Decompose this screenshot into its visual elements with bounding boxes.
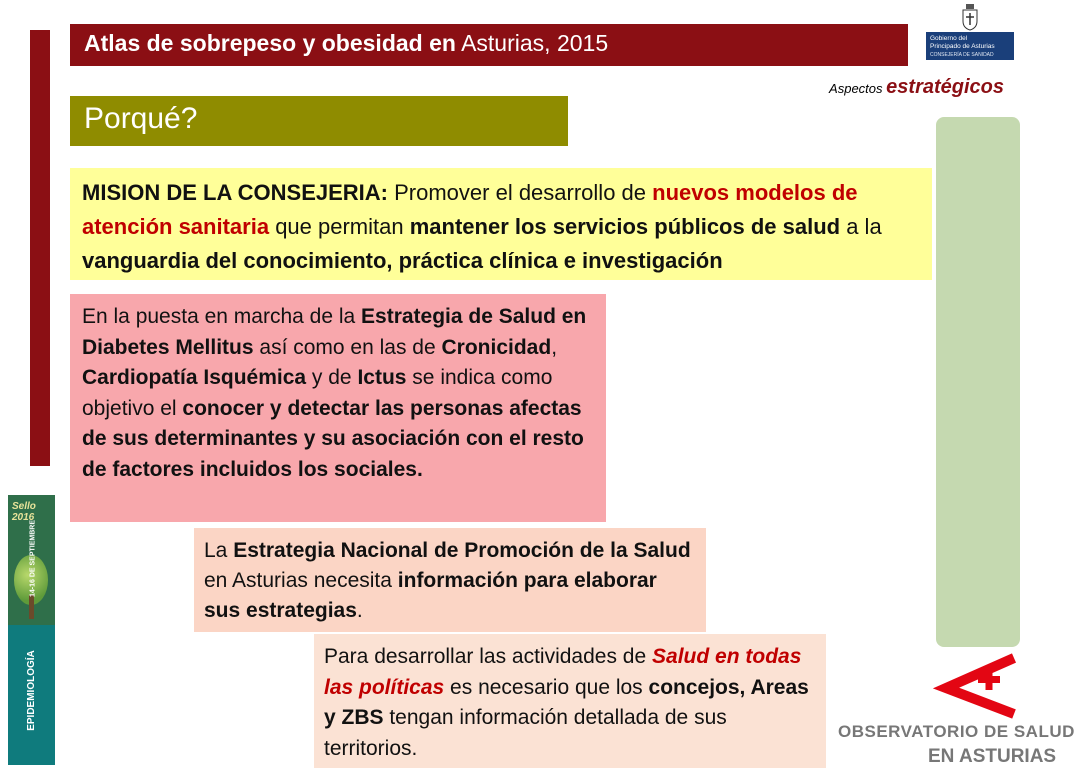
gov-line-2: Principado de Asturias <box>930 43 995 50</box>
pink-text: se indica como objetivo el <box>82 366 553 420</box>
mission-text: a la <box>840 214 882 239</box>
section-accent: estratégicos <box>886 76 1004 98</box>
pink-emphasis: Estrategia de Salud en Diabetes Mellitus <box>82 305 587 359</box>
cream-text: tengan <box>383 706 460 729</box>
mission-text: que permitan <box>269 214 410 239</box>
mission-emphasis: vanguardia del conocimiento, práctica clínica e investigación <box>82 248 723 273</box>
pink-text: , <box>551 335 558 359</box>
pink-emphasis: Cardiopatía Isquémica <box>82 366 307 389</box>
mission-text: Promover el desarrollo de <box>388 180 653 205</box>
decorative-green-block <box>936 117 1020 647</box>
mission-highlight: nuevos modelos de atención sanitaria <box>82 180 858 239</box>
cream-highlight: Salud en todas las políticas <box>324 645 802 699</box>
poster-subtitle: XXXIV REUNIÓN CIENTÍFICA DE LA SEE <box>57 630 63 746</box>
peach-text: La <box>204 539 234 562</box>
poster-sello: Sello 2016 <box>12 501 36 523</box>
pink-emphasis: Ictus <box>357 366 407 389</box>
poster-date: 14-16 DE SEPTIEMBRE <box>29 519 37 598</box>
observatorio-logo <box>836 650 1075 768</box>
peach-text: . <box>356 599 363 622</box>
title-regular: Asturias, 2015 <box>461 30 609 56</box>
observatorio-line-2: EN ASTURIAS <box>928 746 1057 767</box>
cream-emphasis: concejos, Areas y ZBS <box>324 675 809 729</box>
health-policies-box <box>314 634 826 768</box>
observatorio-mark-icon <box>928 650 1020 720</box>
cream-text: información detallada de sus territorios. <box>324 706 727 760</box>
national-strategy-box <box>194 528 706 632</box>
epidemiology-poster <box>8 495 63 765</box>
peach-text: en Asturias necesita <box>204 569 398 592</box>
government-logo-box <box>926 32 1014 60</box>
gov-line-3: CONSEJERÍA DE SANIDAD <box>930 52 994 58</box>
coat-of-arms-icon <box>962 4 978 30</box>
pink-text: así como en las de <box>253 335 442 359</box>
left-accent-bar <box>30 30 50 466</box>
pink-emphasis: conocer y detectar las personas afectas de sus determinantes y su asociación con el resto de factores incluidos los sociales. <box>82 396 584 481</box>
government-logo <box>922 4 1014 66</box>
cream-text: Para desarrollar las actividades de <box>324 645 653 668</box>
mission-label: MISION DE LA CONSEJERIA: <box>82 180 388 205</box>
pink-text: y de <box>306 366 358 389</box>
pink-text: En la puesta en marcha de la <box>82 305 362 328</box>
mission-emphasis: mantener los servicios públicos de salud <box>409 214 841 239</box>
title-bold: Atlas de sobrepeso y obesidad en <box>84 30 456 56</box>
gov-line-1: Gobierno del <box>930 35 968 42</box>
page-heading: Porqué? <box>70 96 568 146</box>
section-prefix: Aspectos <box>829 81 883 96</box>
peach-emphasis: Estrategia Nacional de Promoción de la Salud <box>233 539 691 562</box>
poster-title: EPIDEMIOLOGÍA <box>26 650 37 731</box>
cream-text: es necesario que los <box>444 675 649 699</box>
peach-emphasis: información para elaborar sus estrategias <box>204 569 657 622</box>
section-label <box>829 76 1004 99</box>
title-banner <box>70 24 908 66</box>
observatorio-line-1: OBSERVATORIO DE SALUD <box>838 722 1075 741</box>
mission-box <box>70 168 932 280</box>
diabetes-strategy-box <box>70 294 606 522</box>
pink-emphasis: Cronicidad <box>441 335 552 359</box>
